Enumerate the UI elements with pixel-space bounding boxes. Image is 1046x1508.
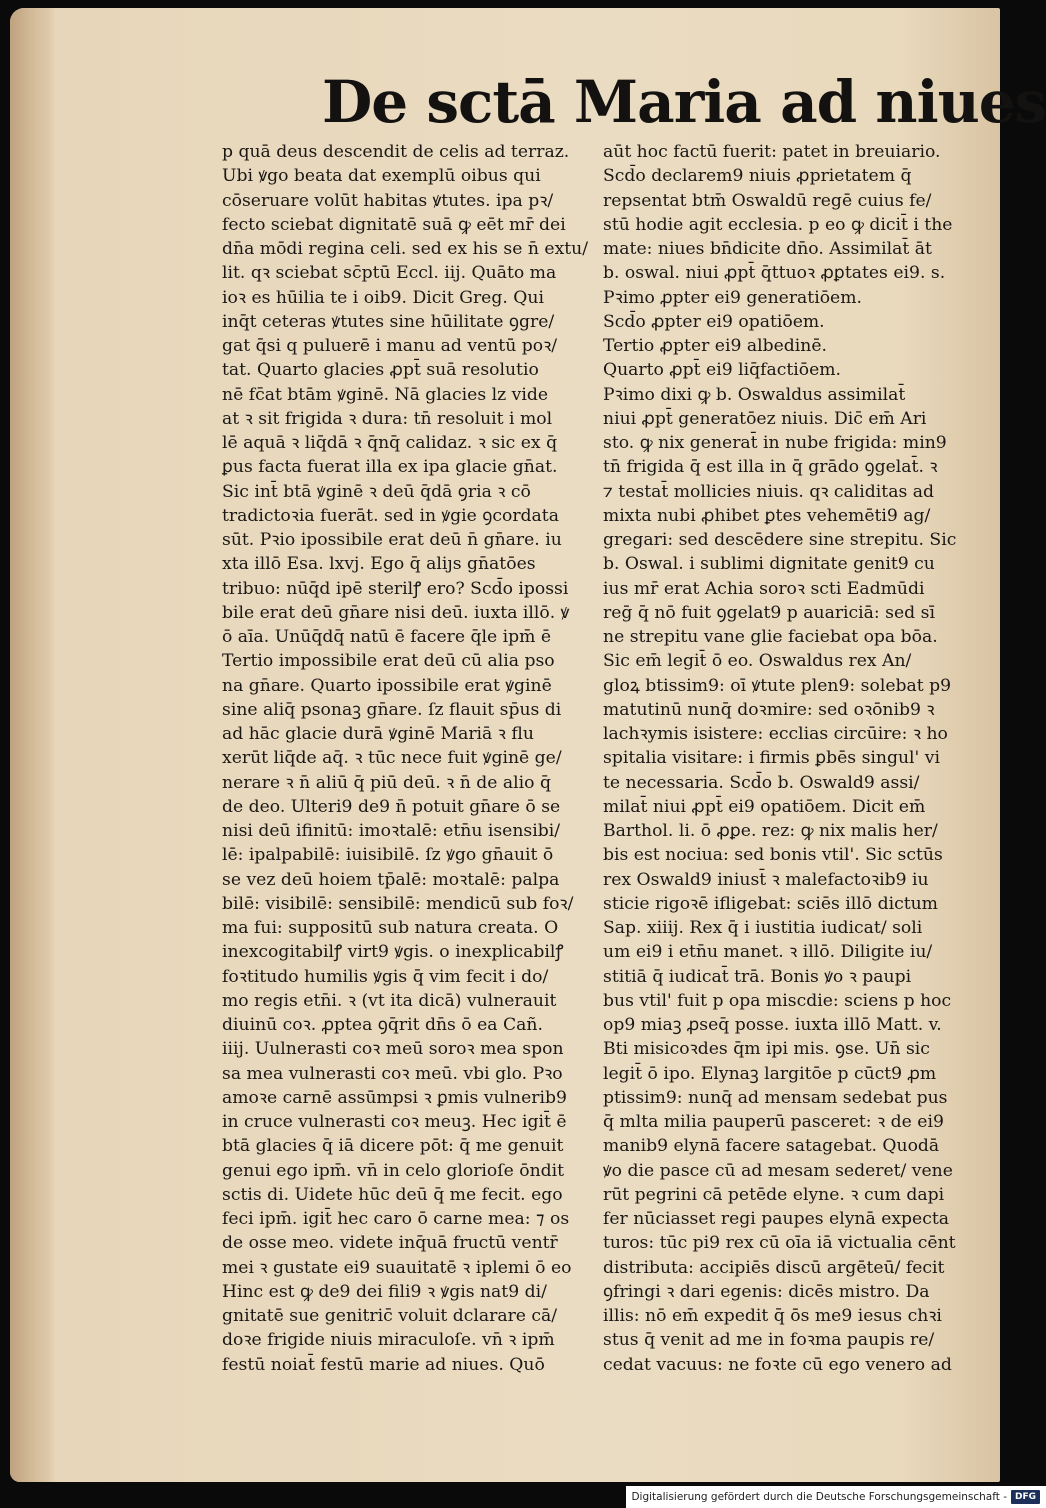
text-line: fer nūciasset regi paupes elynā expecta: [603, 1209, 950, 1229]
page-gutter-shadow: [10, 8, 56, 1482]
text-line: fecto sciebat dignitatē suā ꝙ eēt mr̄ dei: [222, 214, 566, 235]
text-line: illis: nō em̄ expedit q̄ ōs me9 iesus chꝛi: [603, 1306, 942, 1326]
text-line: sctis di. Uidete hūc deū q̄ me fecit. ego: [222, 1184, 563, 1205]
text-line: distributa: accipiēs discū argēteū/ fecit: [603, 1257, 945, 1278]
text-line: um ei9 i etn̄u manet. ꝛ illō. Diligite iu/: [603, 942, 933, 963]
running-head: De sctā Maria ad niues: [322, 68, 1046, 136]
text-line: amoꝛe carnē assūmpsi ꝛ ꝑmis vulnerib9: [222, 1087, 567, 1108]
digitization-credit-bar: [626, 1486, 1046, 1508]
right-text-column: [603, 140, 975, 1377]
text-line: genui ego ipm̄. vn̄ in celo glorioſe ōndit: [222, 1160, 565, 1181]
text-line: p quā deus descendit de celis ad terraz.: [222, 142, 570, 162]
text-line: de osse meo. videte inq̄uā fructū ventr̄: [222, 1233, 558, 1254]
text-line: stus q̄ venit ad me in foꝛma paupis re/: [603, 1330, 935, 1351]
text-line: ma fui: suppositū sub natura creata. O: [222, 918, 559, 938]
text-line: Scd̄o ꝓpter ei9 opatiōem.: [603, 311, 825, 332]
text-line: Sic em̄ legit̄ ō eo. Oswaldus rex An/: [603, 651, 912, 672]
text-line: cedat vacuus: ne foꝛte cū ego venero ad: [603, 1354, 952, 1375]
text-line: gnitatē sue genitric̄ voluit dclarare cā/: [222, 1306, 558, 1326]
text-line: sto. ꝙ nix generat̄ in nube frigida: min9: [603, 433, 947, 453]
text-line: matutinū nunq̄ doꝛmire: sed oꝛōnib9 ꝛ: [603, 699, 935, 720]
text-line: tn̄ frigida q̄ est illa in q̄ grādo ꝯgelat̄. ꝛ: [603, 457, 938, 478]
text-line: cōseruare volūt habitas ꝟtutes. ipa pꝛ/: [222, 190, 554, 211]
text-line: feci ipm̄. igit̄ hec caro ō carne mea: ⁊ os: [222, 1209, 570, 1229]
text-line: legit̄ ō ipo. Elynaꝫ largitōe p cūct9 ꝓm: [603, 1063, 937, 1084]
text-line: gregari: sed descēdere sine strepitu. Sic: [603, 530, 957, 550]
text-line: doꝛe frigide niuis miraculoſe. vn̄ ꝛ ipm̄: [222, 1330, 555, 1351]
text-line: diuinū coꝛ. ꝓptea ꝯq̄rit dn̄s ō ea Cañ.: [222, 1015, 543, 1035]
text-line: ne strepitu vane glie faciebat opa bōa.: [603, 627, 938, 647]
text-line: tat. Quarto glacies ꝓpt̄ suā resolutio: [222, 360, 539, 381]
text-line: mixta nubi ꝓhibet ꝑtes vehemēti9 ag/: [603, 505, 931, 526]
text-line: te necessaria. Scd̄o b. Oswald9 assi/: [603, 772, 920, 793]
text-line: stitiā q̄ iudicat̄ trā. Bonis ꝟo ꝛ paupi: [603, 966, 912, 987]
text-line: se vez deū hoiem tp̄alē: moꝛtalē: palpa: [222, 869, 560, 890]
text-line: xerūt liq̄de aq̄. ꝛ tūc nece fuit ꝟginē ge/: [222, 748, 562, 769]
text-line: nerare ꝛ n̄ aliū q̄ piū deū. ꝛ n̄ de alio q̄: [222, 772, 551, 793]
text-line: Sic int̄ btā ꝟginē ꝛ deū q̄dā ꝯria ꝛ cō: [222, 481, 531, 502]
dfg-logo: DFG: [1011, 1490, 1040, 1504]
text-line: sa mea vulnerasti coꝛ meū. vbi glo. Pꝛo: [222, 1063, 563, 1084]
text-line: b. Oswal. i sublimi dignitate genit9 cu: [603, 554, 935, 575]
text-line: sticie rigoꝛē ifligebat: sciēs illō dictum: [603, 893, 938, 914]
text-line: Bti misicoꝛdes q̄m ipi mis. ꝯse. Un̄ sic: [603, 1039, 930, 1060]
text-line: ⁊ testat̄ mollicies niuis. qꝛ caliditas ad: [603, 481, 934, 502]
text-line: btā glacies q̄ iā dicere pōt: q̄ me genuit: [222, 1136, 564, 1157]
text-line: bilē: visibilē: sensibilē: mendicū sub foꝛ/: [222, 893, 574, 914]
text-line: lachꝛymis isistere: ecclias circūire: ꝛ ho: [603, 724, 948, 744]
text-line: ꝯfringi ꝛ dari egenis: dicēs mistro. Da: [603, 1281, 930, 1302]
text-line: in cruce vulnerasti coꝛ meuꝫ. Hec igit̄ ē: [222, 1112, 567, 1132]
text-line: repsentat btm̄ Oswaldū regē cuius fe/: [603, 190, 932, 211]
text-line: rex Oswald9 iniust̄ ꝛ malefactoꝛib9 iu: [603, 869, 929, 890]
text-line: ptissim9: nunq̄ ad mensam sedebat pus: [603, 1087, 948, 1108]
text-line: nē fc̄at btām ꝟginē. Nā glacies lz vide: [222, 384, 549, 405]
text-line: tribuo: nūq̄d ipē sterilꝭ ero? Scd̄o ipossi: [222, 578, 569, 599]
left-text-column: [222, 140, 600, 1377]
text-line: lit. qꝛ sciebat sc̄ptū Eccl. iij. Quāto ma: [222, 263, 557, 284]
text-line: Tertio ꝓpter ei9 albedinē.: [603, 336, 827, 356]
text-line: gat q̄si q puluerē i manu ad ventū poꝛ/: [222, 336, 558, 356]
text-line: Scd̄o declarem9 niuis ꝓprietatem q̄: [603, 166, 912, 187]
text-line: b. oswal. niui ꝓpt̄ q̄ttuoꝛ ꝓꝑtates ei9. s.: [603, 263, 946, 284]
text-line: xta illō Esa. lxvj. Ego q̄ aliȷs gn̄atōes: [222, 554, 536, 575]
text-line: reḡ q̄ nō fuit ꝯgelat9 p auariciā: sed sī: [603, 602, 935, 623]
text-line: foꝛtitudo humilis ꝟgis q̄ vim fecit i do/: [222, 966, 549, 987]
text-line: mei ꝛ gustate ei9 suauitatē ꝛ iplemi ō eo: [222, 1257, 572, 1278]
text-line: festū noiat̄ festū marie ad niues. Quō: [222, 1354, 545, 1375]
text-line: gloꝝ btissim9: oī ꝟtute plen9: solebat p9: [603, 675, 952, 696]
text-line: bis est nociua: sed bonis vtil'. Sic sctūs: [603, 845, 943, 866]
text-line: ō aīa. Unūq̄dq̄ natū ē facere q̄le ipm̄ ē: [222, 627, 552, 647]
funding-credit-text: Digitalisierung gefördert durch die Deutsche Forschungsgemeinschaft -: [631, 1491, 1007, 1503]
text-line: dn̄a mōdi regina celi. sed ex his se n̄ extu/: [222, 239, 589, 259]
text-line: ius mr̄ erat Achia soroꝛ scti Eadmūdi: [603, 578, 925, 599]
text-line: mate: niues bn̄dicite dn̄o. Assimilat̄ āt: [603, 239, 932, 259]
text-line: op9 miaꝫ ꝓseq̄ posse. iuxta illō Matt. v.: [603, 1015, 942, 1035]
text-line: Sap. xiiij. Rex q̄ i iustitia iudicat/ soli: [603, 918, 923, 938]
text-line: sine aliq̄ psonaꝫ gn̄are. ſz flauit sp̄us di: [222, 699, 562, 720]
text-line: Ubi ꝟgo beata dat exemplū oibus qui: [222, 166, 541, 187]
text-line: Hinc est ꝙ de9 dei fili9 ꝛ ꝟgis nat9 di/: [222, 1281, 547, 1302]
text-line: stū hodie agit ecclesia. p eo ꝙ dicit̄ i the: [603, 214, 953, 235]
text-line: aūt hoc factū fuerit: patet in breuiario.: [603, 142, 941, 162]
text-line: de deo. Ulteri9 de9 n̄ potuit gn̄are ō se: [222, 796, 561, 817]
text-line: inexcogitabilꝭ virt9 ꝟgis. o inexplicabilꝭ: [222, 942, 564, 963]
text-line: Barthol. li. ō ꝓꝑe. rez: ꝙ nix malis her/: [603, 821, 938, 841]
text-line: mo regis etn̄i. ꝛ (vt ita dicā) vulnerauit: [222, 990, 557, 1011]
text-line: inq̄t ceteras ꝟtutes sine hūilitate ꝯgre/: [222, 311, 555, 332]
text-line: nisi deū ifinitū: imoꝛtalē: etn̄u isensibi/: [222, 821, 561, 841]
text-line: iiij. Uulnerasti coꝛ meū soroꝛ mea spon: [222, 1039, 564, 1060]
text-line: spitalia visitare: i firmis ꝑbēs singul' vi: [603, 748, 940, 769]
text-line: Pꝛimo ꝓpter ei9 generatiōem.: [603, 287, 862, 308]
text-line: ioꝛ es hūilia te i oib9. Dicit Greg. Qui: [222, 287, 544, 308]
text-line: at ꝛ sit frigida ꝛ dura: tn̄ resoluit i mol: [222, 408, 553, 429]
text-line: milat̄ niui ꝓpt̄ ei9 opatiōem. Dicit em̄: [603, 796, 926, 817]
text-line: tradictoꝛia fuerāt. sed in ꝟgie ꝯcordata: [222, 505, 559, 526]
text-line: Pꝛimo dixi ꝙ b. Oswaldus assimilat̄: [603, 384, 906, 405]
text-line: sūt. Pꝛio ipossibile erat deū n̄ gn̄are. iu: [222, 530, 562, 550]
text-line: manib9 elynā facere satagebat. Quodā: [603, 1136, 940, 1157]
text-line: bile erat deū gn̄are nisi deū. iuxta illō. ꝟ: [222, 602, 570, 623]
text-line: rūt pegrini cā petēde elyne. ꝛ cum dapi: [603, 1184, 945, 1205]
text-line: turos: tūc pi9 rex cū oīa iā victualia cēnt: [603, 1233, 956, 1254]
text-line: ꝟo die pasce cū ad mesam sederet/ vene: [603, 1160, 953, 1181]
text-line: Tertio impossibile erat deū cū alia pso: [222, 651, 555, 672]
text-line: ad hāc glacie durā ꝟginē Mariā ꝛ flu: [222, 724, 534, 744]
text-line: lē: ipalpabilē: iuisibilē. ſz ꝟgo gn̄auit ō: [222, 845, 554, 866]
text-line: ꝑus facta fuerat illa ex ipa glacie gn̄at.: [222, 457, 558, 478]
text-line: lē aquā ꝛ liq̄dā ꝛ q̄nq̄ calidaz. ꝛ sic ex q̄: [222, 433, 558, 453]
text-line: bus vtil' fuit p opa miscdie: sciens p hoc: [603, 990, 952, 1011]
text-line: na gn̄are. Quarto ipossibile erat ꝟginē: [222, 675, 552, 696]
text-line: niui ꝓpt̄ generatōez niuis. Dic̄ em̄ Ari: [603, 408, 927, 429]
text-line: q̄ mlta milia pauperū pasceret: ꝛ de ei9: [603, 1112, 944, 1132]
text-line: Quarto ꝓpt̄ ei9 liq̄factiōem.: [603, 360, 842, 381]
